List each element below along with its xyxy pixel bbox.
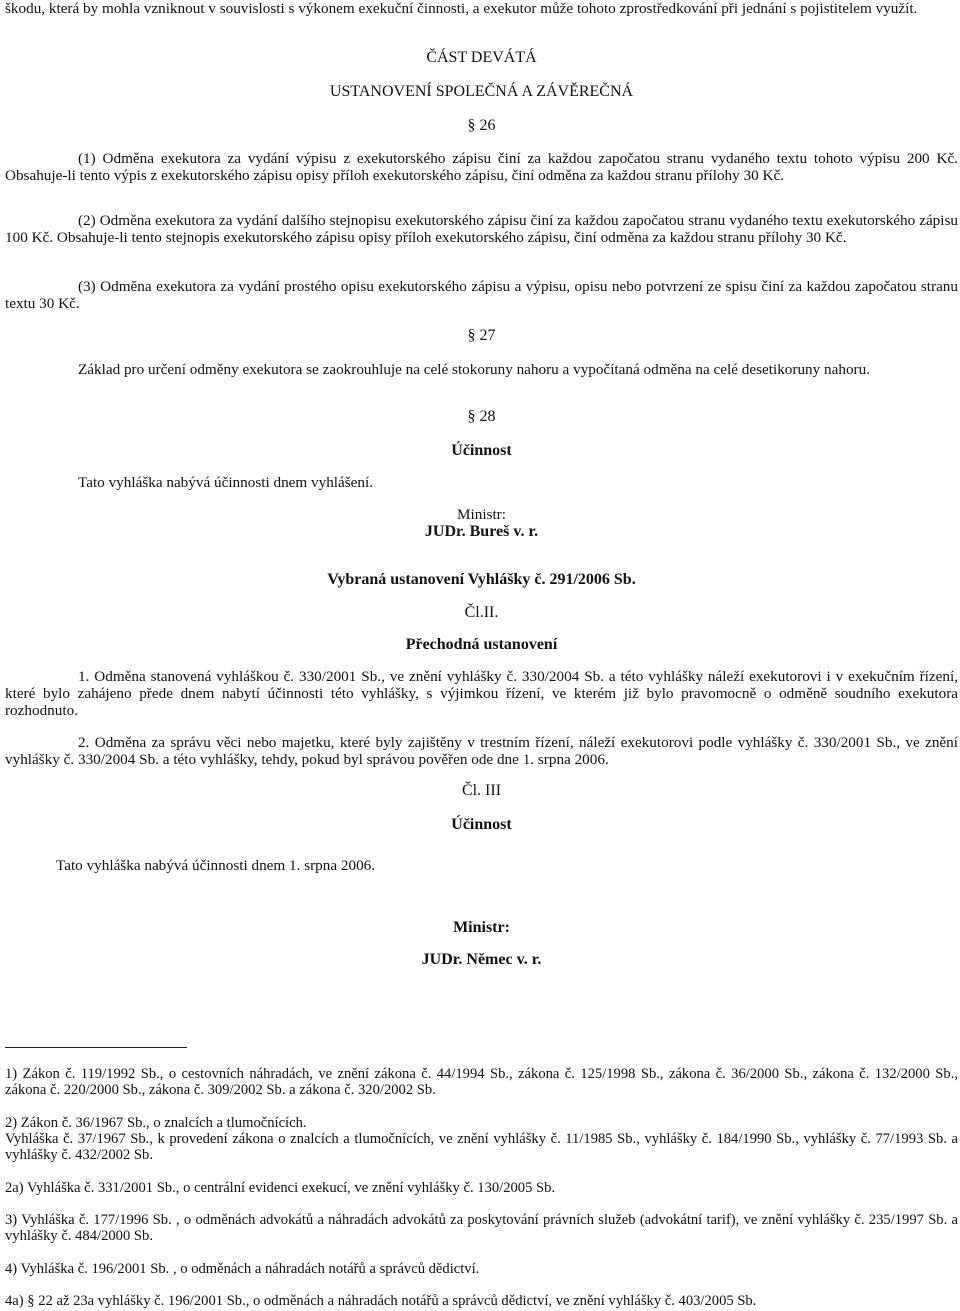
section-26-paragraph-3: (3) Odměna exekutora za vydání prostého opisu exekutorského zápisu a výpisu, opisu nebo potvrzení ze spisu činí za každou započatou stranu textu 30 Kč. xyxy=(5,278,958,312)
part-heading: ČÁST DEVÁTÁ xyxy=(426,49,537,66)
footnote-2a: 2a) Vyhláška č. 331/2001 Sb., o centrální evidenci exekucí, ve znění vyhlášky č. 130/2005 Sb. xyxy=(5,1180,556,1196)
top-paragraph: škodu, která by mohla vzniknout v souvislosti s výkonem exekuční činnosti, a exekutor může tohoto zprostředkování při jednání s pojistitelem využít. xyxy=(5,0,918,17)
section-27-heading: § 27 xyxy=(467,327,496,344)
section-26-heading: § 26 xyxy=(467,117,496,134)
article-3-title: Účinnost xyxy=(451,816,512,833)
section-27-paragraph-1: Základ pro určení odměny exekutora se zaokrouhluje na celé stokoruny nahoru a vypočítaná odměna na celé desetikoruny nahoru. xyxy=(78,361,870,378)
part-subheading: USTANOVENÍ SPOLEČNÁ A ZÁVĚREČNÁ xyxy=(329,83,634,100)
section-28-heading: § 28 xyxy=(467,408,496,425)
footnote-1: 1) Zákon č. 119/1992 Sb., o cestovních náhradách, ve znění zákona č. 44/1994 Sb., zákona č. 125/1998 Sb., zákona č. 36/2000 Sb., zákona č. 132/2000 Sb., zákona č. 220/2000 Sb., zákona č. 309/2002 Sb. a zákona č. 320/2002 Sb. xyxy=(5,1066,958,1098)
signature-1-role: Ministr: xyxy=(457,506,506,523)
article-2-title: Přechodná ustanovení xyxy=(405,636,558,653)
article-2-label: Čl.II. xyxy=(464,604,499,621)
signature-2-role: Ministr: xyxy=(453,919,510,936)
selected-provisions-title: Vybraná ustanovení Vyhlášky č. 291/2006 Sb. xyxy=(327,571,636,588)
article-3-paragraph-1: Tato vyhláška nabývá účinnosti dnem 1. srpna 2006. xyxy=(56,857,376,874)
article-3-label: Čl. III xyxy=(461,782,502,799)
footnote-3: 3) Vyhláška č. 177/1996 Sb. , o odměnách advokátů a náhradách advokátů za poskytování právních služeb (advokátní tarif), ve znění vyhlášky č. 235/1997 Sb. a vyhlášky č. 484/2000 Sb. xyxy=(5,1212,958,1244)
signature-2-name: JUDr. Němec v. r. xyxy=(421,951,542,968)
article-2-paragraph-2: 2. Odměna za správu věci nebo majetku, které byly zajištěny v trestním řízení, náleží exekutorovi podle vyhlášky č. 330/2001 Sb., ve znění vyhlášky č. 330/2004 Sb. a této vyhlášky, tehdy, pokud byl správou pověřen ode dne 1. srpna 2006. xyxy=(5,734,958,768)
section-28-title: Účinnost xyxy=(451,442,512,459)
footnote-4a: 4a) § 22 až 23a vyhlášky č. 196/2001 Sb., o odměnách a náhradách notářů a správců dědictví, ve znění vyhlášky č. 403/2005 Sb. xyxy=(5,1293,757,1309)
section-26-paragraph-2: (2) Odměna exekutora za vydání dalšího stejnopisu exekutorského zápisu činí za každou započatou stranu vydaného textu exekutorského zápisu 100 Kč. Obsahuje-li tento stejnopis exekutorského zápisu opisy příloh exekutorského zápisu, činí odměna za každou stranu přílohy 30 Kč. xyxy=(5,212,958,246)
footnote-4: 4) Vyhláška č. 196/2001 Sb. , o odměnách a náhradách notářů a správců dědictví. xyxy=(5,1261,480,1277)
footnote-2-continuation: Vyhláška č. 37/1967 Sb., k provedení zákona o znalcích a tlumočnících, ve znění vyhlášky č. 11/1985 Sb., vyhlášky č. 184/1990 Sb., vyhlášky č. 77/1993 Sb. a vyhlášky č. 432/2002 Sb. xyxy=(5,1131,958,1163)
footnote-separator xyxy=(5,1047,187,1048)
section-28-paragraph-1: Tato vyhláška nabývá účinnosti dnem vyhlášení. xyxy=(78,474,374,491)
signature-1-name: JUDr. Bureš v. r. xyxy=(424,523,539,540)
section-26-paragraph-1: (1) Odměna exekutora za vydání výpisu z exekutorského zápisu činí za každou započatou stranu vydaného textu tohoto výpisu 200 Kč. Obsahuje-li tento výpis z exekutorského zápisu opisy příloh exekutorského zápisu, činí odměna za každou stranu přílohy 30 Kč. xyxy=(5,150,958,184)
article-2-paragraph-1: 1. Odměna stanovená vyhláškou č. 330/2001 Sb., ve znění vyhlášky č. 330/2004 Sb. a této vyhlášky náleží exekutorovi i v exekučním řízení, které bylo zahájeno přede dnem nabytí účinnosti této vyhlášky, s výjimkou řízení, ve kterém již bylo pravomocně o odměně soudního exekutora rozhodnuto. xyxy=(5,668,958,719)
footnote-2: 2) Zákon č. 36/1967 Sb., o znalcích a tlumočnících. xyxy=(5,1115,307,1131)
